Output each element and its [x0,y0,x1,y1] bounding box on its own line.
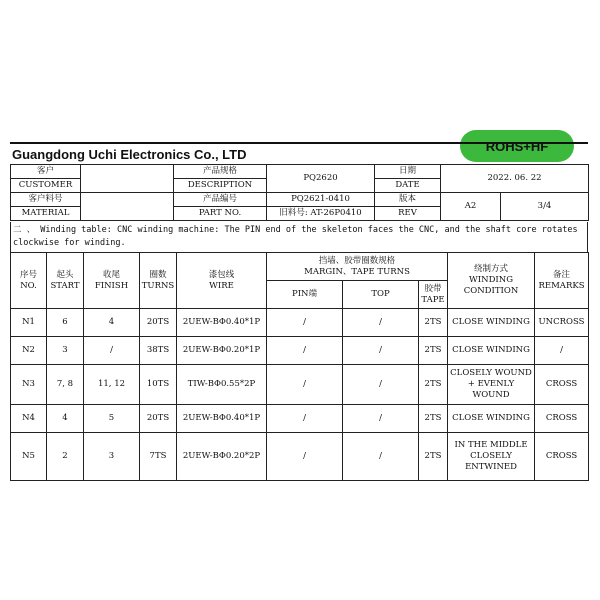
rev-label-en: REV [375,207,441,221]
table-row [11,405,589,433]
row-wire: 2UEW-BΦ0.40*1P [177,405,267,433]
row-start: 2 [47,433,84,481]
col-header-remarks: 备注 REMARKS [535,253,589,309]
customer-label-cn: 客户 [11,165,81,179]
customer-label-en: CUSTOMER [11,179,81,193]
row-condition: CLOSELY WOUND + EVENLY WOUND [448,365,535,405]
material-label-en: MATERIAL [11,207,81,221]
row-finish: 3 [84,433,140,481]
row-tape: 2TS [419,309,448,337]
winding-instructions: 二 、 Winding table: CNC winding machine: The PIN end of the skeleton faces the CNC, and the shaft core rotates clockwise for winding. [10,222,588,252]
part-old-number: 旧料号: AT-26P0410 [267,207,375,221]
col-header-tape: 胶带 TAPE [419,281,448,309]
row-turns: 7TS [140,433,177,481]
row-top: / [343,365,419,405]
description-label-en: DESCRIPTION [174,179,267,193]
col-header-top: TOP [343,281,419,309]
part-value: PQ2621-0410 [267,193,375,207]
col-header-pin-end: PIN端 [267,281,343,309]
row-start: 4 [47,405,84,433]
rohs-hf-badge: ROHS+HF [460,130,574,162]
row-finish: 5 [84,405,140,433]
row-top: / [343,405,419,433]
winding-table [10,252,589,481]
row-wire: 2UEW-BΦ0.20*2P [177,433,267,481]
row-finish: 11, 12 [84,365,140,405]
row-tape: 2TS [419,365,448,405]
row-remarks: UNCROSS [535,309,589,337]
col-header-start: 起头 START [47,253,84,309]
row-start: 7, 8 [47,365,84,405]
row-wire: 2UEW-BΦ0.20*1P [177,337,267,365]
row-tape: 2TS [419,433,448,481]
col-header-margin: 挡墙、胶带圈数规格 MARGIN、TAPE TURNS [267,253,448,281]
row-pin: / [267,405,343,433]
col-header-finish: 收尾 FINISH [84,253,140,309]
date-value: 2022. 06. 22 [441,165,589,193]
part-label-cn: 产品编号 [174,193,267,207]
row-remarks: / [535,337,589,365]
row-condition: CLOSE WINDING [448,309,535,337]
row-start: 3 [47,337,84,365]
product-info-table [10,164,589,221]
row-finish: / [84,337,140,365]
row-turns: 20TS [140,309,177,337]
row-turns: 38TS [140,337,177,365]
row-condition: IN THE MIDDLE CLOSELY ENTWINED [448,433,535,481]
col-header-wire: 漆包线 WIRE [177,253,267,309]
row-no: N1 [11,309,47,337]
row-condition: CLOSE WINDING [448,405,535,433]
row-pin: / [267,433,343,481]
rev-value: A2 [441,193,501,221]
row-turns: 10TS [140,365,177,405]
rev-label-cn: 版本 [375,193,441,207]
row-tape: 2TS [419,405,448,433]
material-value [81,193,174,221]
row-no: N2 [11,337,47,365]
row-pin: / [267,337,343,365]
row-no: N3 [11,365,47,405]
row-condition: CLOSE WINDING [448,337,535,365]
material-label-cn: 客户料号 [11,193,81,207]
table-row [11,365,589,405]
row-remarks: CROSS [535,433,589,481]
row-start: 6 [47,309,84,337]
row-pin: / [267,365,343,405]
row-top: / [343,309,419,337]
table-row [11,337,589,365]
row-remarks: CROSS [535,405,589,433]
description-value: PQ2620 [267,165,375,193]
row-tape: 2TS [419,337,448,365]
row-pin: / [267,309,343,337]
row-top: / [343,433,419,481]
row-no: N4 [11,405,47,433]
row-wire: 2UEW-BΦ0.40*1P [177,309,267,337]
row-finish: 4 [84,309,140,337]
part-label-en: PART NO. [174,207,267,221]
description-label-cn: 产品规格 [174,165,267,179]
customer-value [81,165,174,193]
row-top: / [343,337,419,365]
row-no: N5 [11,433,47,481]
col-header-turns: 圈数 TURNS [140,253,177,309]
page-value: 3/4 [501,193,589,221]
date-label-en: DATE [375,179,441,193]
table-row [11,309,589,337]
col-header-no: 序号 NO. [11,253,47,309]
row-wire: TIW-BΦ0.55*2P [177,365,267,405]
date-label-cn: 日期 [375,165,441,179]
row-turns: 20TS [140,405,177,433]
col-header-condition: 绕制方式 WINDING CONDITION [448,253,535,309]
row-remarks: CROSS [535,365,589,405]
company-name: Guangdong Uchi Electronics Co., LTD [10,142,588,164]
table-row [11,433,589,481]
